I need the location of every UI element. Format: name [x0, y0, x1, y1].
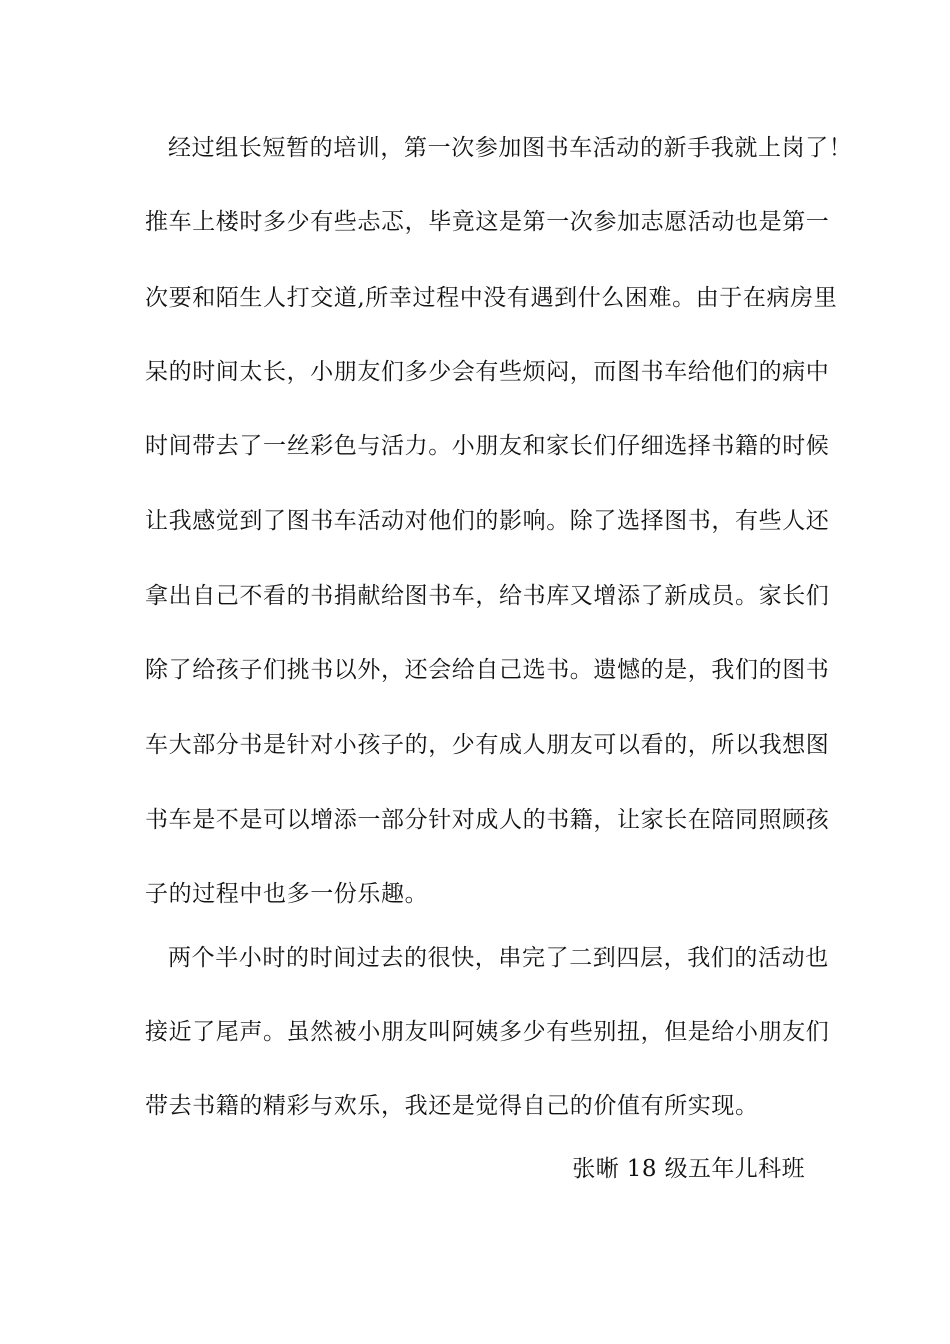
paragraph-1-line-6: 让我感觉到了图书车活动对他们的影响。除了选择图书，有些人还 — [145, 508, 830, 534]
paragraph-1-line-10: 书车是不是可以增添一部分针对成人的书籍，让家长在陪同照顾孩 — [145, 807, 830, 833]
paragraph-1-line-9: 车大部分书是针对小孩子的，少有成人朋友可以看的，所以我想图 — [145, 732, 830, 758]
author-signature: 张晰 18 级五年儿科班 — [572, 1156, 805, 1182]
paragraph-1-line-7: 拿出自己不看的书捐献给图书车，给书库又增添了新成员。家长们 — [145, 583, 830, 609]
paragraph-2-line-1: 两个半小时的时间过去的很快，串完了二到四层，我们的活动也 — [168, 945, 829, 971]
paragraph-1-line-2: 推车上楼时多少有些忐忑，毕竟这是第一次参加志愿活动也是第一 — [145, 209, 830, 235]
paragraph-1-line-11: 子的过程中也多一份乐趣。 — [145, 881, 429, 907]
paragraph-1-line-4: 呆的时间太长，小朋友们多少会有些烦闷，而图书车给他们的病中 — [145, 359, 830, 385]
paragraph-1-line-3: 次要和陌生人打交道,所幸过程中没有遇到什么困难。由于在病房里 — [145, 285, 838, 311]
paragraph-2-line-2: 接近了尾声。虽然被小朋友叫阿姨多少有些别扭，但是给小朋友们 — [145, 1019, 830, 1045]
paragraph-1-line-8: 除了给孩子们挑书以外，还会给自己选书。遗憾的是，我们的图书 — [145, 657, 830, 683]
paragraph-2-line-3: 带去书籍的精彩与欢乐，我还是觉得自己的价值有所实现。 — [145, 1093, 759, 1119]
paragraph-1-line-1: 经过组长短暂的培训，第一次参加图书车活动的新手我就上岗了！ — [168, 135, 853, 161]
paragraph-1-line-5: 时间带去了一丝彩色与活力。小朋友和家长们仔细选择书籍的时候 — [145, 433, 830, 459]
